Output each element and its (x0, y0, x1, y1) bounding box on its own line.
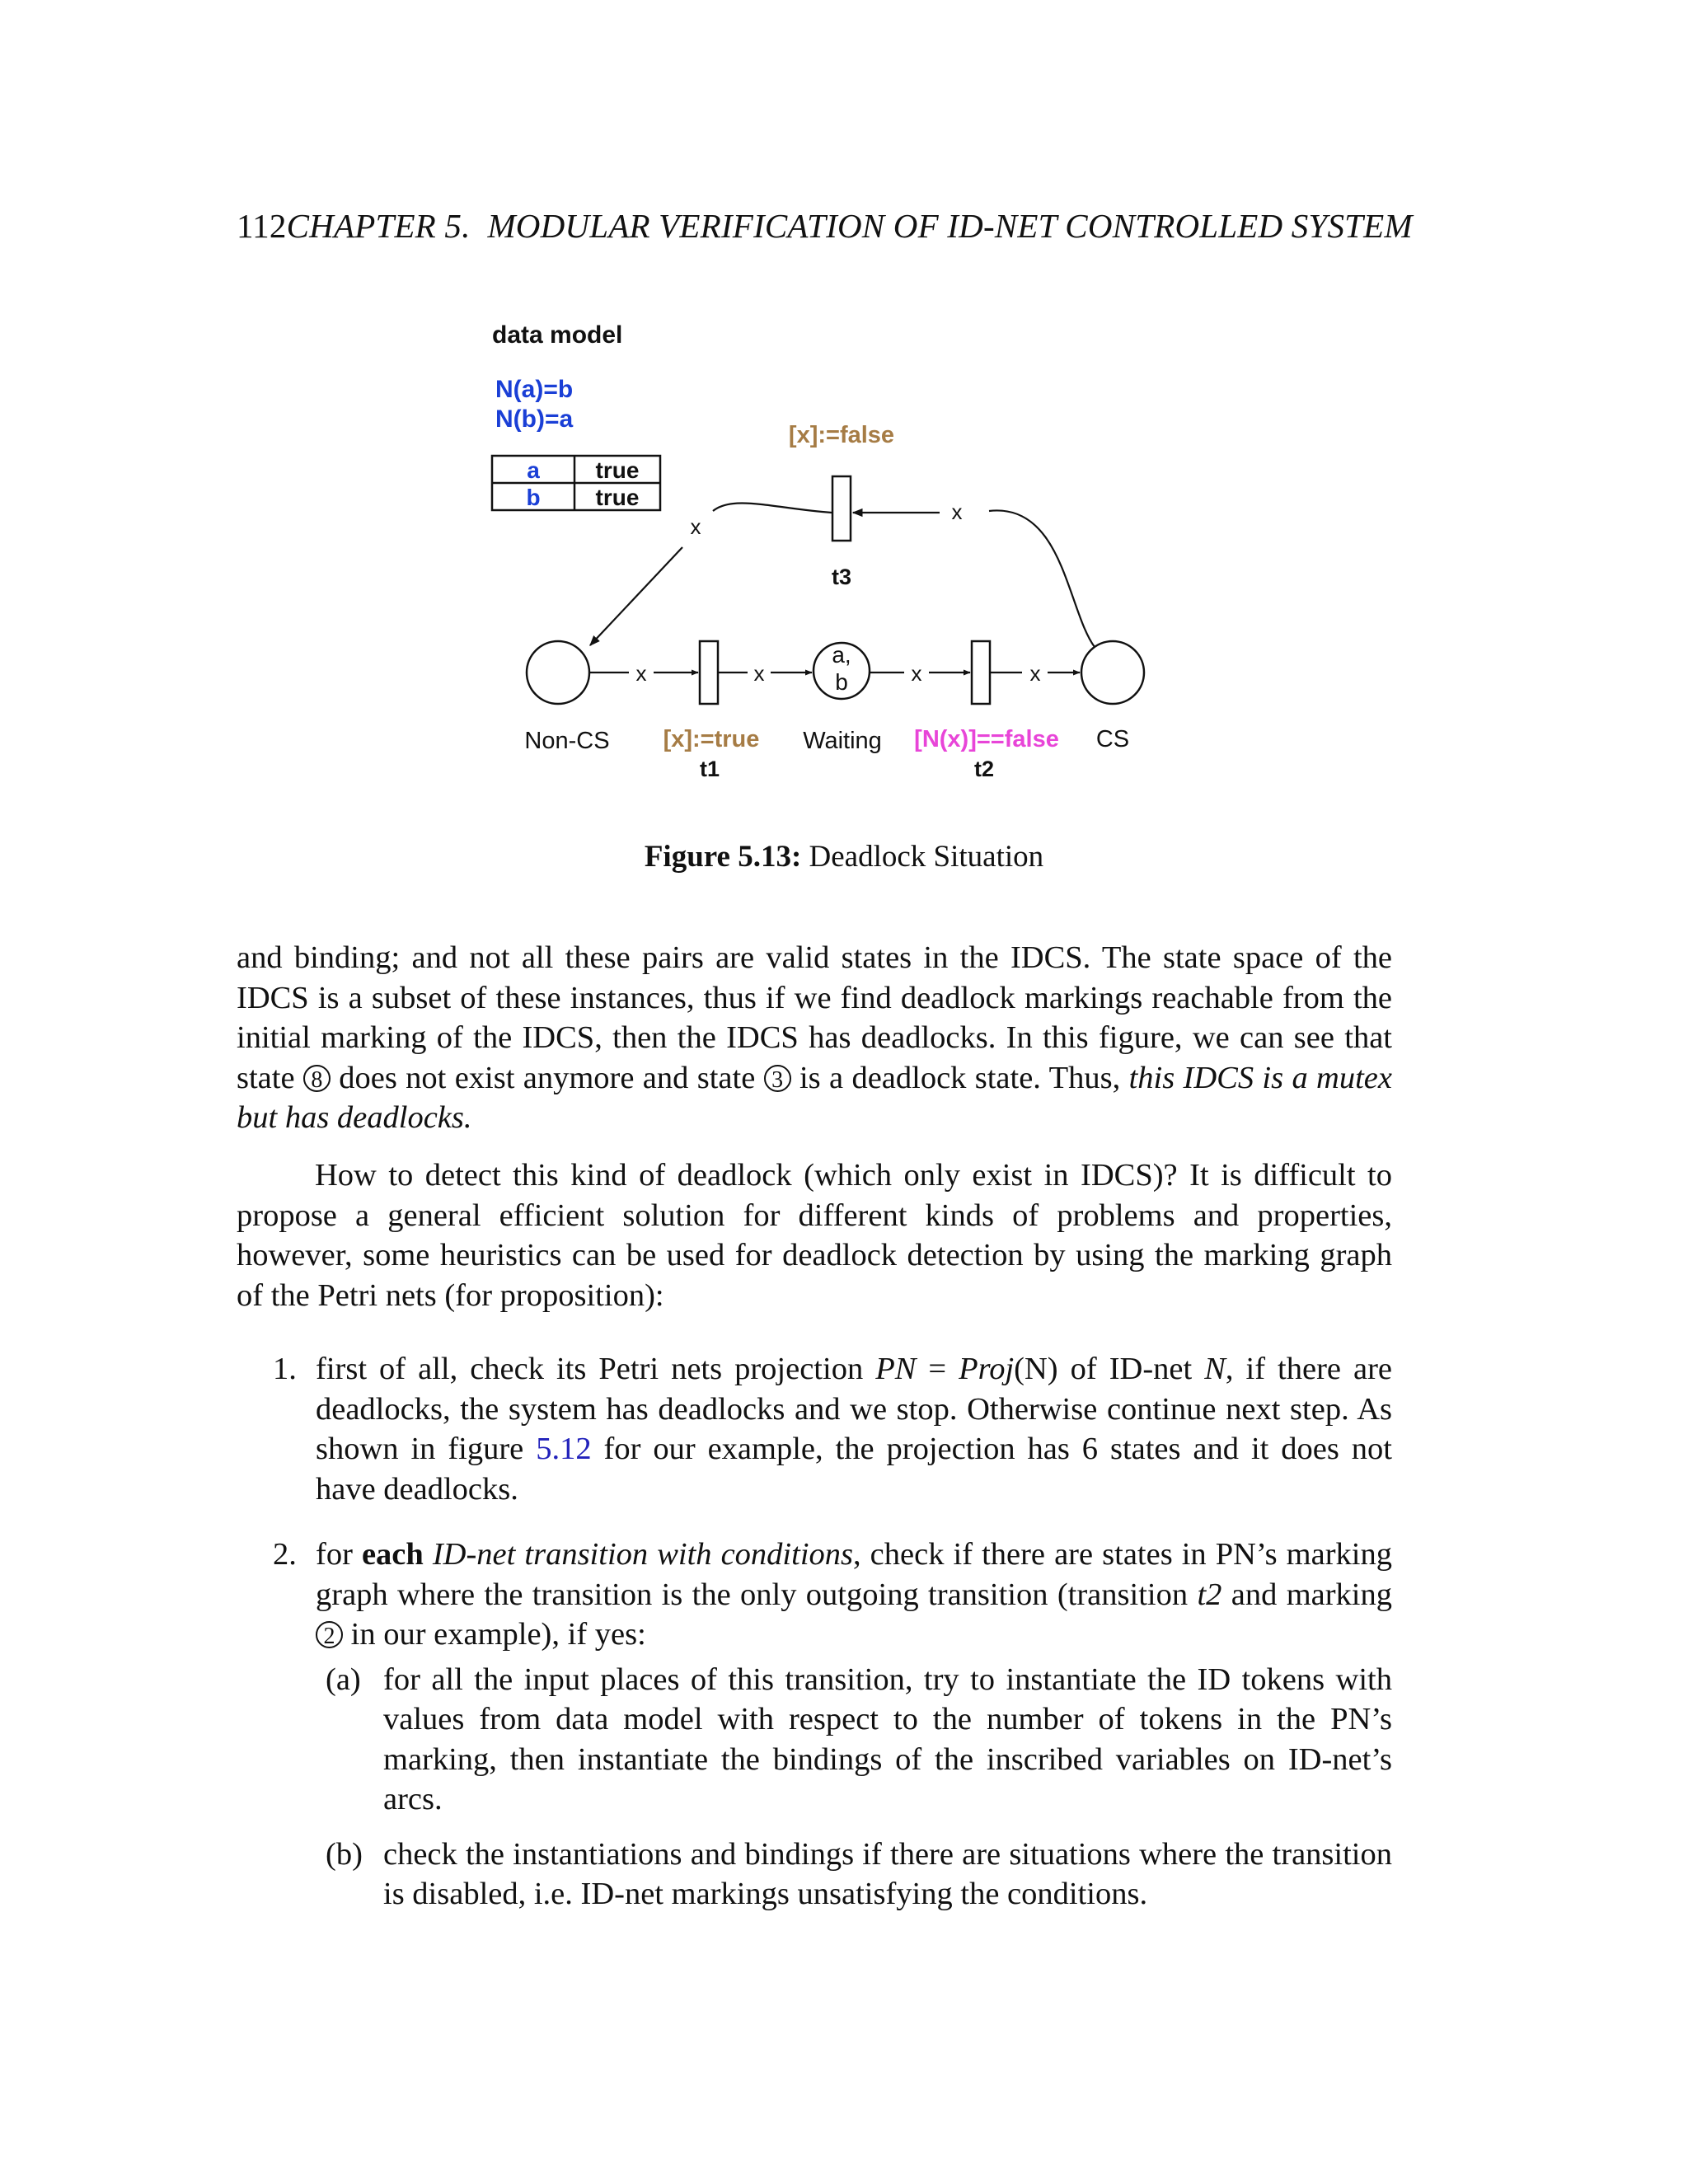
item2-text-c: and marking (1221, 1577, 1393, 1612)
petri-net-figure (0, 297, 1688, 841)
list-number-2: 2. (273, 1537, 297, 1572)
item1-math-pn: PN (875, 1352, 917, 1386)
item2-text-b: , check if there are states in PN’s marking graph where the transition is the only outgoing transition (transition (316, 1537, 1392, 1612)
arc-t3-noncs (590, 503, 832, 645)
sub-label-a: (a) (326, 1661, 361, 1697)
label-cs: CS (1095, 726, 1130, 752)
arc-var-4: x (1029, 661, 1041, 686)
list-number-1: 1. (273, 1352, 297, 1386)
chapter-title-spacer (471, 207, 488, 245)
item2-text-d: in our example), if yes: (343, 1617, 646, 1652)
sub-label-b: (b) (326, 1836, 363, 1872)
arc-noncs-t1 (589, 661, 698, 686)
data-table (492, 456, 660, 510)
label-noncs: Non-CS (524, 728, 610, 754)
p1-emphasis: this IDCS is a mutex but has deadlocks. (237, 1060, 1392, 1135)
mapping-a: N(a)=b (495, 376, 574, 403)
label-waiting: Waiting (803, 728, 882, 754)
arc-waiting-t2 (870, 661, 970, 686)
arc-var-3: x (911, 661, 922, 686)
list-item-2 (237, 1535, 1392, 1915)
item1-text-c: , if there are deadlocks, the system has deadlocks and we stop. Otherwise continue next step. As shown in figure (316, 1352, 1392, 1466)
paragraph-1 (237, 938, 1392, 1138)
t2-guard: [N(x)]==false (914, 726, 1059, 752)
table-key-a: a (527, 457, 540, 483)
sub-text-b: check the instantiations and bindings if there are situations where the transition is disabled, i.e. ID-net markings unsatisfying the conditions. (383, 1836, 1392, 1911)
transition-t1 (700, 641, 718, 704)
p1-text-2: does not exist anymore and state (330, 1060, 764, 1095)
item1-math-arg: (N) (1014, 1352, 1058, 1386)
marking-2-marker: 2 (316, 1621, 343, 1648)
item1-math-proj: Proj (959, 1352, 1015, 1386)
arc-var-2: x (753, 661, 765, 686)
figure-caption (0, 839, 1688, 874)
place-noncs (527, 641, 589, 704)
p1-text-3: is a deadlock state. Thus, (790, 1060, 1129, 1095)
arc-var-1: x (635, 661, 647, 686)
table-value-b: true (595, 485, 640, 510)
page-number: 112 (237, 207, 287, 245)
place-cs (1081, 641, 1144, 704)
item2-emphasis: ID-net transition with conditions (432, 1537, 853, 1572)
paragraph-2: How to detect this kind of deadlock (which only exist in IDCS)? It is difficult to propose a general efficient solution for different kinds of problems and properties, however, some heuristics can be used for deadlock detection by using the marking graph of the Petri nets (for proposition): (237, 1158, 1392, 1313)
list-item-1 (237, 1349, 1392, 1509)
table-key-b: b (526, 485, 541, 510)
item1-text-b: of ID-net (1057, 1352, 1205, 1386)
figure-link-5-12[interactable]: 5.12 (536, 1432, 592, 1466)
chapter-label: CHAPTER 5. (286, 207, 471, 245)
running-header (237, 206, 1473, 246)
transition-t2 (972, 641, 990, 704)
arc-var-6: x (690, 514, 701, 539)
t3-label: t3 (831, 565, 852, 589)
heuristics-list (237, 1349, 1392, 1940)
caption-text: Deadlock Situation (809, 840, 1044, 874)
arc-var-5: x (951, 499, 963, 524)
sub-list (237, 1660, 1392, 1915)
table-value-a: true (595, 457, 640, 483)
item1-text-d: for our example, the projection has 6 states and it does not have deadlocks. (316, 1432, 1392, 1507)
arc-t1-waiting (719, 661, 812, 686)
sub-item-a (237, 1660, 1392, 1820)
item1-text-a: first of all, check its Petri nets projection (316, 1352, 876, 1386)
arc-cs-t3 (853, 499, 1095, 647)
data-model-title: data model (492, 321, 623, 349)
item2-math-t2: t2 (1197, 1577, 1222, 1612)
t2-label: t2 (973, 757, 995, 781)
t1-label: t1 (699, 757, 720, 781)
caption-label: Figure 5.13: (644, 840, 802, 874)
item1-equals: = (916, 1352, 959, 1386)
item2-text-a: for (316, 1537, 362, 1572)
state-3-marker: 3 (764, 1065, 791, 1092)
chapter-title: MODULAR VERIFICATION OF ID-NET CONTROLLED SYSTEM (487, 207, 1413, 245)
sub-text-a: for all the input places of this transition, try to instantiate the ID tokens with values from data model with respect to the number of tokens in the PN’s marking, then instantiate the bindings of the inscribed variables on ID-net’s arcs. (383, 1661, 1392, 1816)
sub-item-b (237, 1835, 1392, 1915)
item2-bold: each (361, 1537, 424, 1572)
mapping-b: N(b)=a (495, 405, 574, 433)
t3-action: [x]:=false (788, 422, 895, 448)
item1-math-n: N (1204, 1352, 1226, 1386)
waiting-token-a: a, (832, 642, 851, 668)
t1-action: [x]:=true (663, 726, 760, 752)
arc-t2-cs (991, 661, 1080, 686)
waiting-token-b: b (835, 669, 848, 695)
transition-t3 (832, 476, 851, 541)
state-8-marker: 8 (303, 1065, 331, 1092)
p1-text-1: and binding; and not all these pairs are valid states in the IDCS. The state space of the IDCS is a subset of these instances, thus if we find deadlock markings reachable from the initial marking of the IDCS, then the IDCS has deadlocks. In this figure, we can see that state (237, 940, 1392, 1095)
item2-space (424, 1537, 433, 1572)
